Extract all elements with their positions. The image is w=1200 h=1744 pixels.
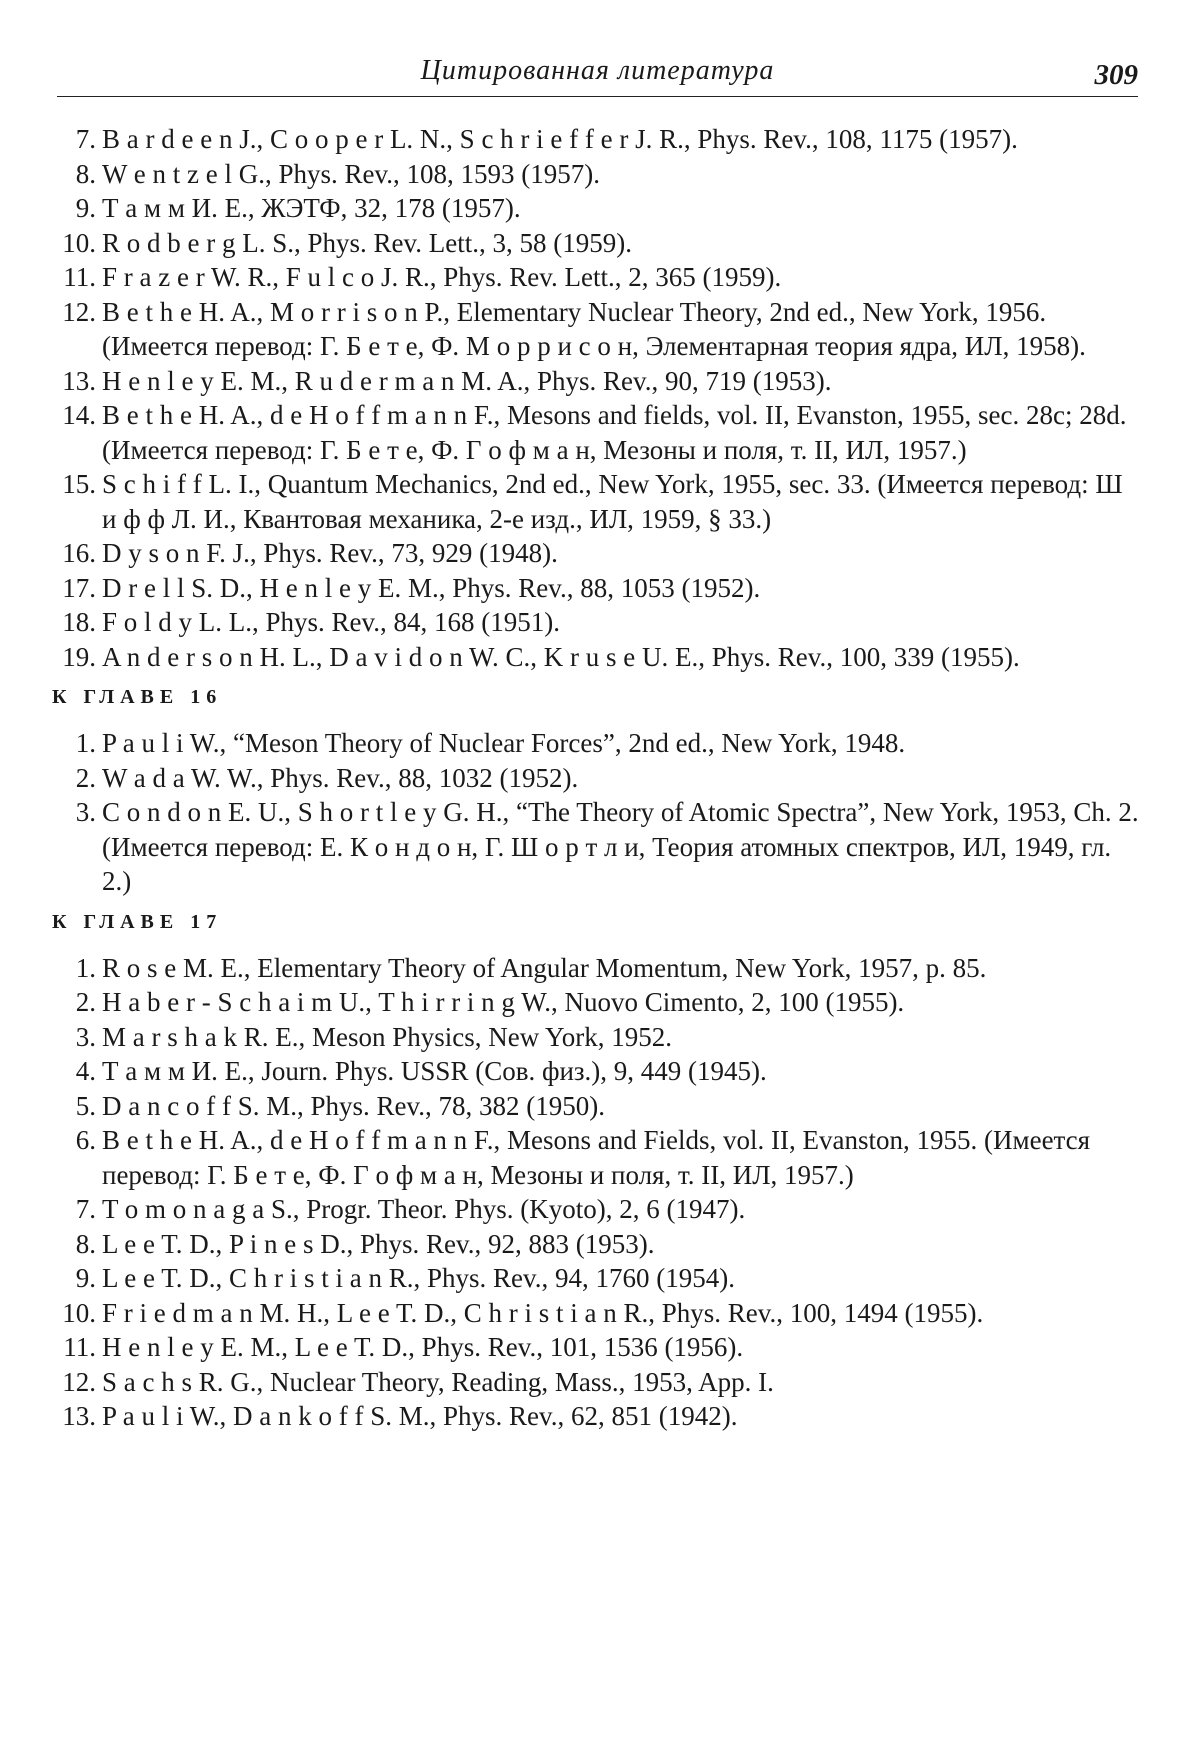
reference-number: 7. [75, 124, 96, 154]
reference-text: Т а м м И. Е., Journ. Phys. USSR (Сов. физ.), 9, 449 (1945). [102, 1056, 767, 1086]
reference-text: H a b e r - S c h a i m U., T h i r r i n g W., Nuovo Cimento, 2, 100 (1955). [102, 987, 905, 1017]
reference-text: M a r s h a k R. E., Meson Physics, New York, 1952. [102, 1021, 673, 1052]
reference-number: 12. [62, 1366, 96, 1397]
reference-text: S c h i f f L. I., Quantum Mechanics, 2nd ed., New York, 1955, sec. 33. (Имеется перевод: Ш и ф ф Л. И., Квантовая механика, 2-е изд., ИЛ, 1959, § 33.) [102, 469, 1123, 534]
reference-number: 11. [63, 1332, 96, 1362]
reference-text: H e n l e y E. M., L e e T. D., Phys. Rev., 101, 1536 (1956). [102, 1332, 744, 1362]
reference-number: 11. [63, 262, 96, 292]
reference-text: F r i e d m a n M. H., L e e T. D., C h r i s t i a n R., Phys. Rev., 100, 1494 (1955). [102, 1297, 984, 1328]
reference-number: 13. [62, 365, 96, 396]
reference-entry [50, 951, 1140, 986]
reference-text: B e t h e H. A., d e H o f f m a n n F., Mesons and fields, vol. II, Evanston, 1955, sec. 28c; 28d. (Имеется перевод: Г. Б е т е, Ф. Г о ф м а н, Мезоны и поля, т. II, ИЛ, 1957.) [102, 400, 1127, 465]
reference-number: 3. [75, 1021, 96, 1052]
reference-text: Т а м м И. Е., ЖЭТФ, 32, 178 (1957). [102, 193, 521, 223]
reference-number: 1. [75, 728, 96, 758]
reference-number: 8. [75, 1228, 96, 1259]
reference-number: 8. [75, 158, 96, 189]
reference-text: L e e T. D., C h r i s t i a n R., Phys. Rev., 94, 1760 (1954). [102, 1263, 735, 1293]
reference-text: D a n c o f f S. M., Phys. Rev., 78, 382 (1950). [102, 1090, 605, 1121]
reference-entry [50, 1330, 1140, 1365]
reference-entry [50, 605, 1140, 640]
reference-text: D y s o n F. J., Phys. Rev., 73, 929 (1948). [102, 538, 558, 568]
reference-text: W a d a W. W., Phys. Rev., 88, 1032 (1952). [102, 762, 579, 793]
reference-entry [50, 295, 1140, 364]
reference-text: L e e T. D., P i n e s D., Phys. Rev., 92, 883 (1953). [102, 1228, 655, 1259]
chapter-heading: К ГЛАВЕ 17 [52, 910, 223, 933]
reference-number: 3. [75, 797, 96, 827]
page-header [57, 50, 1138, 97]
reference-section [50, 911, 1140, 1434]
reference-number: 16. [62, 538, 96, 568]
reference-number: 2. [75, 762, 96, 793]
reference-section [50, 686, 1140, 899]
reference-entry [50, 571, 1140, 606]
reference-text: W e n t z e l G., Phys. Rev., 108, 1593 (1957). [102, 158, 600, 189]
reference-entry [50, 1054, 1140, 1089]
reference-entry [50, 1227, 1140, 1262]
reference-entry [50, 467, 1140, 536]
reference-number: 10. [62, 227, 96, 258]
chapter-heading: К ГЛАВЕ 16 [52, 686, 223, 708]
reference-number: 9. [75, 1263, 96, 1293]
reference-number: 15. [62, 469, 96, 499]
reference-entry [50, 795, 1140, 899]
reference-number: 14. [62, 400, 96, 430]
reference-text: T o m o n a g a S., Progr. Theor. Phys. (Kyoto), 2, 6 (1947). [102, 1194, 746, 1224]
reference-text: S a c h s R. G., Nuclear Theory, Reading, Mass., 1953, App. I. [102, 1366, 774, 1397]
reference-entry [50, 1123, 1140, 1192]
reference-text: H e n l e y E. M., R u d e r m a n M. A., Phys. Rev., 90, 719 (1953). [102, 365, 832, 396]
reference-number: 10. [62, 1297, 96, 1328]
reference-entry [50, 260, 1140, 295]
reference-entry [50, 761, 1140, 796]
reference-entry [50, 1192, 1140, 1227]
reference-entry [50, 157, 1140, 192]
reference-number: 17. [62, 572, 96, 603]
reference-entry [50, 1399, 1140, 1434]
reference-text: D r e l l S. D., H e n l e y E. M., Phys. Rev., 88, 1053 (1952). [102, 572, 761, 603]
reference-number: 5. [75, 1090, 96, 1121]
reference-text: F o l d y L. L., Phys. Rev., 84, 168 (1951). [102, 607, 560, 637]
reference-list [50, 122, 1140, 1434]
reference-number: 4. [75, 1056, 96, 1086]
reference-text: B e t h e H. A., d e H o f f m a n n F., Mesons and Fields, vol. II, Evanston, 1955. (Имеется перевод: Г. Б е т е, Ф. Г о ф м а н, Мезоны и поля, т. II, ИЛ, 1957.) [102, 1125, 1091, 1190]
reference-number: 7. [75, 1194, 96, 1224]
reference-number: 13. [62, 1401, 96, 1431]
page-number: 309 [1094, 59, 1138, 91]
reference-section [50, 122, 1140, 674]
reference-entry [50, 1089, 1140, 1124]
running-title: Цитированная литература [420, 55, 775, 86]
reference-entry [50, 364, 1140, 399]
reference-entry [50, 726, 1140, 761]
reference-number: 1. [75, 952, 96, 983]
reference-entry [50, 640, 1140, 675]
reference-text: R o d b e r g L. S., Phys. Rev. Lett., 3, 58 (1959). [102, 227, 632, 258]
reference-number: 19. [62, 641, 96, 672]
reference-text: F r a z e r W. R., F u l c o J. R., Phys. Rev. Lett., 2, 365 (1959). [102, 262, 782, 292]
reference-text: C o n d o n E. U., S h o r t l e y G. H., “The Theory of Atomic Spectra”, New York, 1953, Ch. 2. (Имеется перевод: Е. К о н д о н, Г. Ш о р т л и, Теория атомных спектров, ИЛ, 1949, гл. 2.) [102, 797, 1139, 896]
reference-entry [50, 122, 1140, 157]
reference-text: P a u l i W., “Meson Theory of Nuclear Forces”, 2nd ed., New York, 1948. [102, 728, 906, 758]
reference-entry [50, 536, 1140, 571]
reference-text: A n d e r s o n H. L., D a v i d o n W. C., K r u s e U. E., Phys. Rev., 100, 339 (1955). [102, 641, 1020, 672]
reference-text: P a u l i W., D a n k o f f S. M., Phys. Rev., 62, 851 (1942). [102, 1401, 738, 1431]
reference-entry [50, 226, 1140, 261]
reference-entry [50, 1296, 1140, 1331]
reference-number: 18. [62, 607, 96, 637]
reference-number: 6. [75, 1125, 96, 1155]
reference-entry [50, 191, 1140, 226]
reference-text: R o s e M. E., Elementary Theory of Angular Momentum, New York, 1957, p. 85. [102, 952, 987, 983]
reference-number: 9. [75, 193, 96, 223]
reference-entry [50, 1020, 1140, 1055]
reference-entry [50, 398, 1140, 467]
reference-number: 2. [75, 987, 96, 1017]
reference-text: B a r d e e n J., C o o p e r L. N., S c h r i e f f e r J. R., Phys. Rev., 108, 1175 (1957). [102, 124, 1018, 154]
reference-number: 12. [62, 296, 96, 327]
reference-entry [50, 1365, 1140, 1400]
reference-entry [50, 1261, 1140, 1296]
reference-text: B e t h e H. A., M o r r i s o n P., Elementary Nuclear Theory, 2nd ed., New York, 1956. (Имеется перевод: Г. Б е т е, Ф. М о р р и с о н, Элементарная теория ядра, ИЛ, 1958). [102, 296, 1086, 361]
reference-entry [50, 985, 1140, 1020]
